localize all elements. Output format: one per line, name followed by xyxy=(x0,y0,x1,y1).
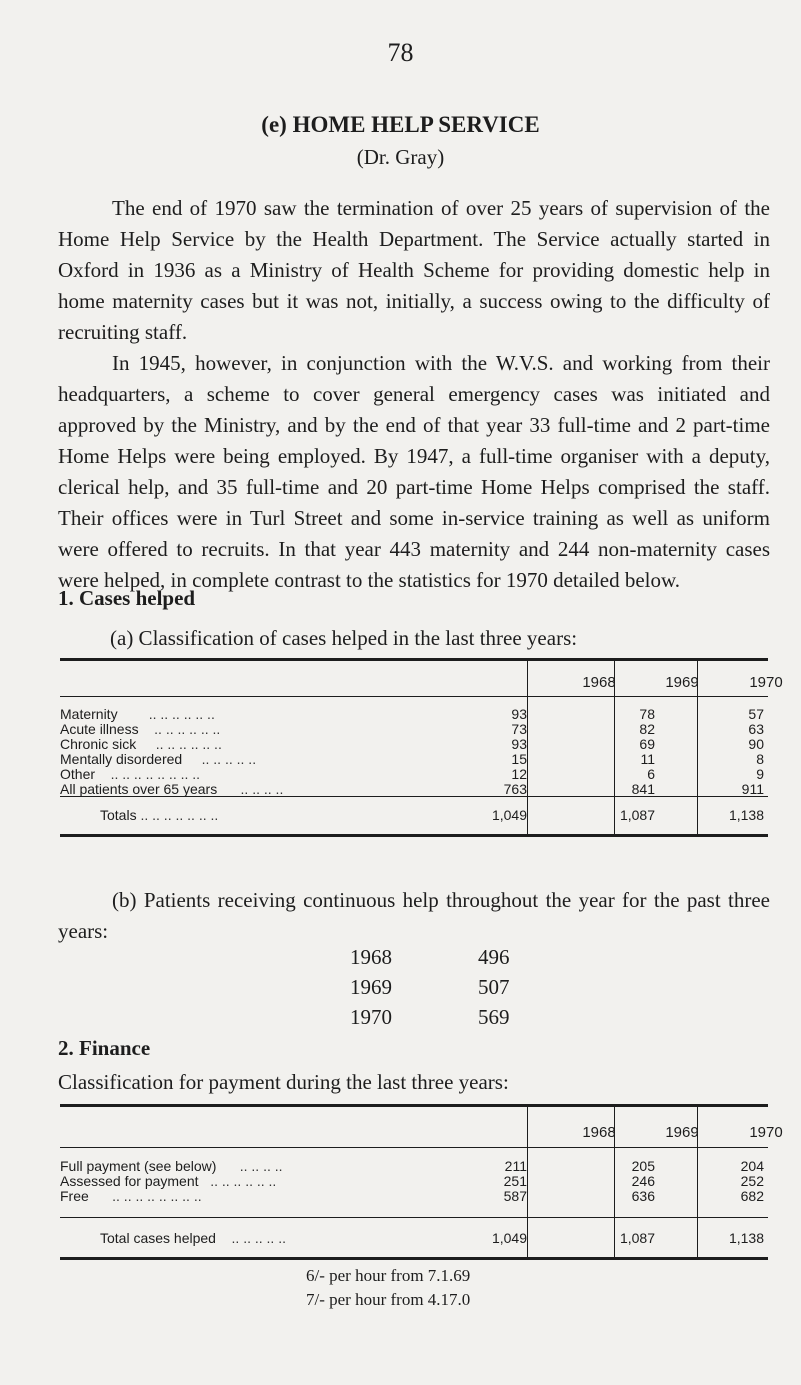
rate-note: 6/- per hour from 7.1.69 xyxy=(306,1266,471,1285)
leader-dots: .. .. .. .. xyxy=(239,1158,283,1174)
cell-value: 911 xyxy=(741,781,764,797)
total-label: Total cases helped xyxy=(100,1230,216,1246)
finance-heading: 2. Finance xyxy=(58,1036,151,1060)
leader-dots: .. .. .. .. .. .. xyxy=(154,721,221,737)
table1-top-rule xyxy=(60,658,768,661)
cell-value: 587 xyxy=(503,1188,527,1204)
cell-value: 8 xyxy=(756,751,764,767)
total-label: Totals xyxy=(100,807,137,823)
table1-header-rule xyxy=(60,696,768,697)
total-value: 1,049 xyxy=(491,1230,527,1246)
column-header: 1970 xyxy=(749,674,783,691)
total-value: 1,087 xyxy=(619,807,655,823)
cell-value: 205 xyxy=(631,1158,655,1174)
cell-value: 204 xyxy=(740,1158,764,1174)
continuous-year: 1969 xyxy=(350,975,392,999)
leader-dots: .. .. .. .. .. .. .. .. xyxy=(110,766,201,782)
continuous-value: 496 xyxy=(478,945,510,969)
cell-value: 78 xyxy=(639,706,655,722)
row-label: Assessed for payment xyxy=(60,1173,199,1189)
cases-subheading-a: (a) Classification of cases helped in the last three years: xyxy=(110,626,578,650)
leader-dots: .. .. .. .. .. .. .. .. xyxy=(112,1188,202,1204)
cell-value: 251 xyxy=(503,1173,527,1189)
finance-subheading: Classification for payment during the last three years: xyxy=(58,1070,509,1094)
cell-value: 82 xyxy=(639,721,655,737)
total-value: 1,087 xyxy=(619,1230,655,1246)
author-byline: (Dr. Gray) xyxy=(356,145,445,169)
row-label: Maternity xyxy=(60,706,118,722)
table-total-row xyxy=(60,1230,768,1248)
cell-value: 93 xyxy=(511,736,527,752)
rate-note: 7/- per hour from 4.17.0 xyxy=(306,1290,471,1309)
cell-value: 12 xyxy=(511,766,527,782)
row-label: Acute illness xyxy=(60,721,139,737)
table2-header-rule xyxy=(60,1147,768,1148)
table-total-row xyxy=(60,807,768,825)
page-number: 78 xyxy=(387,38,414,67)
total-value: 1,138 xyxy=(728,807,764,823)
total-value: 1,138 xyxy=(728,1230,764,1246)
leader-dots: .. .. .. .. .. xyxy=(201,751,257,767)
continuous-value: 569 xyxy=(478,1005,510,1029)
cell-value: 63 xyxy=(748,721,764,737)
paragraph-1945: In 1945, however, in conjunction with the W.V.S. and working from their headquarters, a scheme to cover general emergency cases was initiated and approved by the Ministry, and by the end of that year 33 full-time and 2 part-time Home Helps were being employed. By 1947, a full-time organiser with a deputy, clerical help, and 35 full-time and 20 part-time Home Helps comprised the staff. Their offices were in Turl Street and some in-service training as well as uniform were offered to recruits. In that year 443 maternity and 244 non-maternity cases were helped, in complete contrast to the statistics for 1970 detailed below. xyxy=(58,351,770,592)
cell-value: 246 xyxy=(631,1173,655,1189)
leader-dots: .. .. .. .. .. .. .. xyxy=(140,807,219,823)
row-label: Full payment (see below) xyxy=(60,1158,217,1174)
cell-value: 73 xyxy=(511,721,527,737)
leader-dots: .. .. .. .. .. .. xyxy=(155,736,222,752)
cell-value: 252 xyxy=(740,1173,764,1189)
table2-bottom-rule xyxy=(60,1257,768,1260)
section-title: (e) HOME HELP SERVICE xyxy=(261,112,540,137)
cell-value: 90 xyxy=(748,736,764,752)
column-header: 1968 xyxy=(582,1124,616,1141)
cell-value: 841 xyxy=(631,781,655,797)
table2-top-rule xyxy=(60,1104,768,1107)
continuous-year: 1970 xyxy=(350,1005,392,1029)
column-header: 1969 xyxy=(665,674,699,691)
cell-value: 763 xyxy=(503,781,527,797)
row-label: Free xyxy=(60,1188,89,1204)
paragraph-history: The end of 1970 saw the termination of over 25 years of supervision of the Home Help Service by the Health Department. The Service actually started in Oxford in 1936 as a Ministry of Health Scheme for providing domestic help in home maternity cases but it was not, initially, a success owing to the difficulty of recruiting staff. xyxy=(58,196,770,344)
column-header: 1969 xyxy=(665,1124,699,1141)
leader-dots: .. .. .. .. .. .. xyxy=(210,1173,277,1189)
row-label: Other xyxy=(60,766,96,782)
cell-value: 11 xyxy=(640,751,655,767)
continuous-year: 1968 xyxy=(350,945,392,969)
row-label: All patients over 65 years xyxy=(60,781,218,797)
cell-value: 636 xyxy=(631,1188,655,1204)
cell-value: 69 xyxy=(639,736,655,752)
leader-dots: .. .. .. .. .. xyxy=(231,1230,286,1246)
cell-value: 9 xyxy=(756,766,764,782)
cases-subheading-b: (b) Patients receiving continuous help throughout the year for the past three years: xyxy=(58,888,770,943)
row-label: Mentally disordered xyxy=(60,751,183,767)
cell-value: 6 xyxy=(647,766,655,782)
column-header: 1968 xyxy=(582,674,616,691)
row-label: Chronic sick xyxy=(60,736,137,752)
cell-value: 57 xyxy=(748,706,764,722)
continuous-value: 507 xyxy=(478,975,510,999)
cell-value: 15 xyxy=(511,751,527,767)
table1-bottom-rule xyxy=(60,834,768,837)
total-value: 1,049 xyxy=(491,807,527,823)
table2-total-rule xyxy=(60,1217,768,1218)
cell-value: 93 xyxy=(511,706,527,722)
leader-dots: .. .. .. .. xyxy=(240,781,284,797)
table-row xyxy=(60,1188,768,1206)
cases-heading: 1. Cases helped xyxy=(58,586,196,610)
cell-value: 682 xyxy=(740,1188,764,1204)
leader-dots: .. .. .. .. .. .. xyxy=(148,706,215,722)
column-header: 1970 xyxy=(749,1124,783,1141)
table-row xyxy=(60,781,768,799)
cell-value: 211 xyxy=(504,1158,527,1174)
